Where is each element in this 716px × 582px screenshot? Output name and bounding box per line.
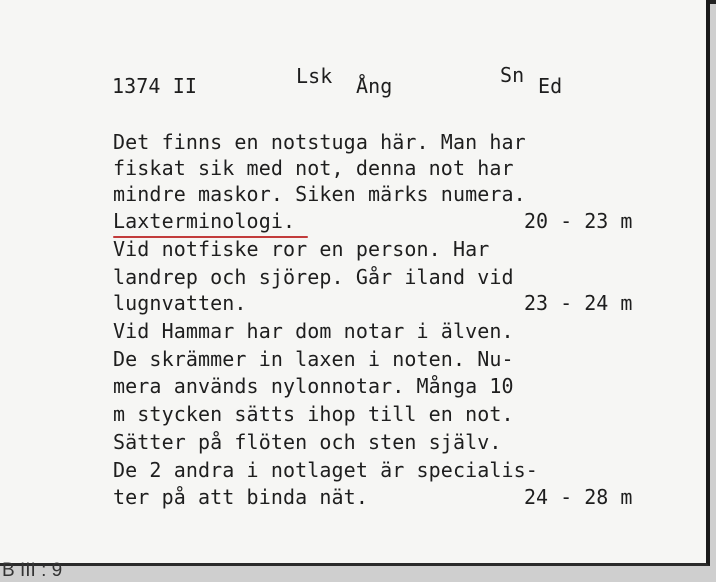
header-lsk: Lsk <box>296 64 333 88</box>
text-line: mindre maskor. Siken märks numera. <box>113 182 526 206</box>
header-sn: Sn <box>500 63 525 87</box>
header-ed: Ed <box>538 74 563 98</box>
text-line: ter på att binda nät. <box>113 485 368 509</box>
archive-mark: B III : 9 <box>2 560 63 581</box>
text-line: Sätter på flöten och sten själv. <box>113 430 502 454</box>
text-line: fiskat sik med not, denna not har <box>113 156 514 180</box>
header-ang: Ång <box>356 74 393 98</box>
text-line: De 2 andra i notlaget är specialis- <box>113 458 538 482</box>
text-line: landrep och sjörep. Går iland vid <box>113 265 514 289</box>
text-line-laxterminologi: Laxterminologi. <box>113 209 296 233</box>
text-line: Vid Hammar har dom notar i älven. <box>113 319 514 343</box>
text-line: mera används nylonnotar. Många 10 <box>113 374 514 398</box>
range-1: 20 - 23 m <box>524 209 633 233</box>
range-3: 24 - 28 m <box>524 485 633 509</box>
text-line: lugnvatten. <box>113 291 247 315</box>
text-line: m stycken sätts ihop till en not. <box>113 402 514 426</box>
text-line: Vid notfiske ror en person. Har <box>113 237 490 261</box>
bleed-through-text <box>410 80 560 230</box>
text-line: De skrämmer in laxen i noten. Nu- <box>113 347 514 371</box>
range-2: 23 - 24 m <box>524 291 633 315</box>
card-number: 1374 II <box>112 74 197 98</box>
text-line: Det finns en notstuga här. Man har <box>113 130 526 154</box>
